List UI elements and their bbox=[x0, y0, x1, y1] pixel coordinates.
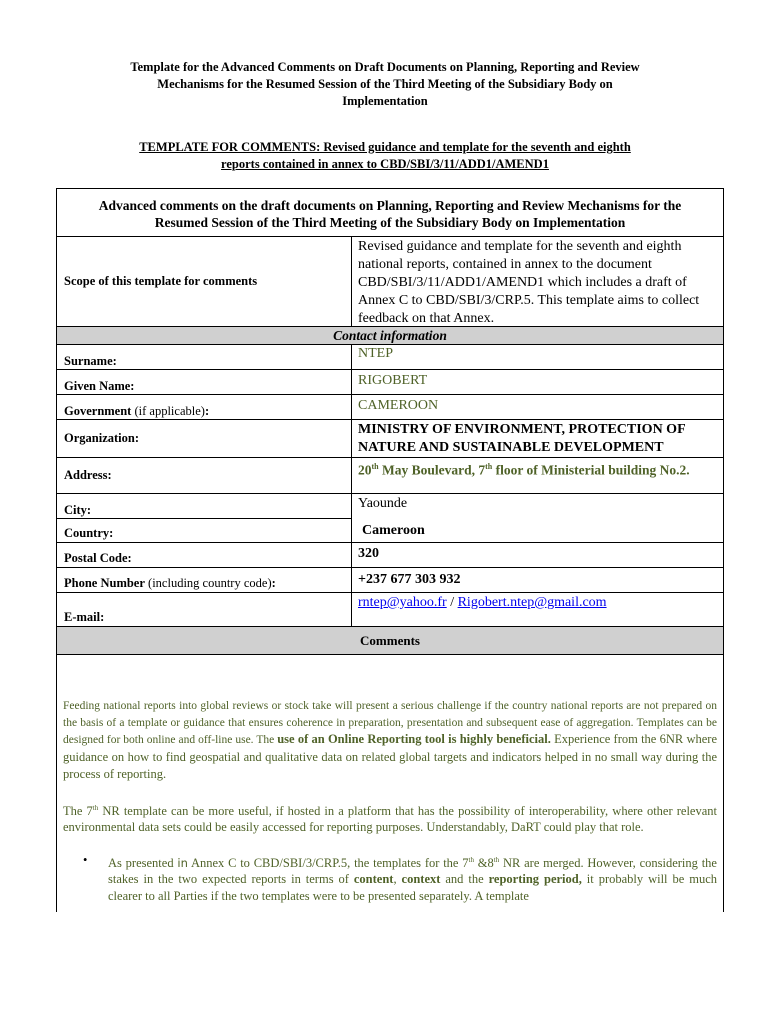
comments-body bbox=[57, 655, 723, 904]
comment-bullet-item bbox=[63, 852, 717, 905]
address-row bbox=[57, 458, 723, 494]
postal-code-value: 320 bbox=[358, 546, 379, 561]
country-row bbox=[57, 519, 723, 543]
organization-value: MINISTRY OF ENVIRONMENT, PROTECTION OF NATURE AND SUSTAINABLE DEVELOPMENT bbox=[358, 422, 686, 455]
document-subtitle: TEMPLATE FOR COMMENTS: Revised guidance and template for the seventh and eighth reports contained in annex to CBD/SBI/3/11/ADD1/AMEND1 bbox=[139, 140, 631, 171]
comments-form-table bbox=[56, 188, 724, 912]
phone-value: +237 677 303 932 bbox=[358, 572, 461, 587]
table-header: Advanced comments on the draft documents on Planning, Reporting and Review Mechanisms for the Resumed Session of the Third Meeting of the Subsidiary Body on Implementation bbox=[57, 189, 723, 237]
given-name-value: RIGOBERT bbox=[358, 373, 428, 388]
scope-label: Scope of this template for comments bbox=[57, 237, 352, 326]
document-title: Template for the Advanced Comments on Draft Documents on Planning, Reporting and Review Mechanisms for the Resumed Session of the Third Meeting of the Subsidiary Body on Implementation bbox=[130, 60, 640, 108]
email-value: rntep@yahoo.fr / Rigobert.ntep@gmail.com bbox=[358, 595, 607, 610]
contact-information-header: Contact information bbox=[57, 327, 723, 345]
country-value: Cameroon bbox=[362, 523, 425, 538]
email-label: E-mail: bbox=[57, 593, 352, 626]
country-label: Country: bbox=[57, 519, 352, 542]
email-link-gmail[interactable]: Rigobert.ntep@gmail.com bbox=[457, 595, 607, 610]
scope-row bbox=[57, 237, 723, 327]
city-row bbox=[57, 494, 723, 519]
city-value: Yaounde bbox=[358, 496, 408, 511]
given-name-row bbox=[57, 370, 723, 395]
surname-row bbox=[57, 345, 723, 370]
government-label: Government (if applicable) : bbox=[57, 395, 352, 419]
postal-code-label: Postal Code: bbox=[57, 543, 352, 567]
bullet-icon: • bbox=[83, 852, 88, 867]
surname-label: Surname: bbox=[57, 345, 352, 369]
address-label: Address: bbox=[57, 458, 352, 493]
email-row bbox=[57, 593, 723, 627]
comment-paragraph-1: Feeding national reports into global reviews or stock take will present a serious challenge if the country national reports are not prepared on the basis of a template or guidance that ensures coherence in preparation, presentation and subsequent ease of aggregation. Templates can be designed for both online and off-line use. The use of an Online Reporting tool is highly beneficial. Experience from the 6NR where guidance on how to find geospatial and qualitative data on related global targets and indicators helped in no small way during the process of reporting. bbox=[63, 700, 718, 781]
surname-value: NTEP bbox=[358, 346, 393, 361]
address-value: 20th May Boulevard, 7th floor of Ministerial building No.2. bbox=[358, 462, 690, 478]
government-row bbox=[57, 395, 723, 420]
phone-row bbox=[57, 568, 723, 593]
email-link-yahoo[interactable]: rntep@yahoo.fr bbox=[358, 595, 447, 610]
comment-bullet-text: As presented in Annex C to CBD/SBI/3/CRP.5, the templates for the 7th &8th NR are merged. However, considering the stakes in the two expected reports in terms of content, context and the reporting period, it probably will be much clearer to all Parties if the two templates were to be presented separately. A template bbox=[108, 855, 717, 903]
organization-row bbox=[57, 420, 723, 458]
given-name-label: Given Name: bbox=[57, 370, 352, 394]
organization-label: Organization: bbox=[57, 420, 352, 457]
comment-paragraph-2: The 7th NR template can be more useful, if hosted in a platform that has the possibility of interoperability, where other relevant environmental data sets could be easily accessed for reporting purposes. Understandably, DaRT could play that role. bbox=[63, 803, 717, 835]
city-label: City: bbox=[57, 494, 352, 519]
comments-header: Comments bbox=[57, 627, 723, 655]
phone-label: Phone Number (including country code) : bbox=[57, 568, 352, 592]
scope-value: Revised guidance and template for the seventh and eighth national reports, contained in annex to the document CBD/SBI/3/11/ADD1/AMEND1 which includes a draft of Annex C to CBD/SBI/3/CRP.5. This template aims to collect feedback on that Annex. bbox=[358, 239, 700, 326]
government-value: CAMEROON bbox=[358, 398, 439, 413]
postal-code-row bbox=[57, 543, 723, 568]
